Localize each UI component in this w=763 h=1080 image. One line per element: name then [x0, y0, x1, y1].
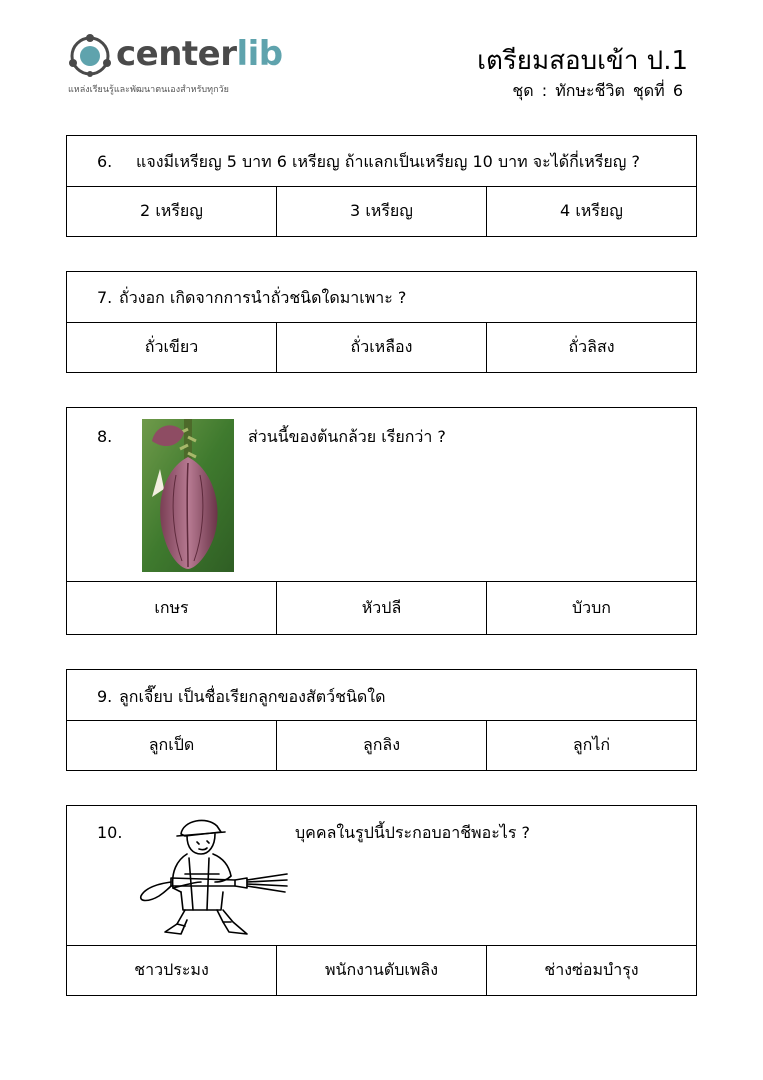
brand-tagline: แหล่งเรียนรู้และพัฒนาตนเองสำหรับทุกวัย: [68, 85, 229, 95]
answer-option[interactable]: 4 เหรียญ: [486, 187, 696, 236]
answer-option[interactable]: ถั่วเขียว: [144, 337, 199, 356]
question-6: [66, 135, 697, 237]
question-10: [66, 805, 697, 996]
answer-option[interactable]: ถั่วเหลือง: [276, 323, 486, 372]
answer-option[interactable]: ลูกลิง: [276, 721, 486, 770]
answer-option[interactable]: เกษร: [154, 597, 189, 617]
question-8: [66, 407, 697, 635]
answer-option[interactable]: 2 เหรียญ: [140, 201, 203, 220]
answer-option[interactable]: ลูกเป็ด: [148, 735, 195, 754]
answer-option[interactable]: หัวปลี: [276, 582, 486, 634]
answer-option[interactable]: ชาวประมง: [134, 960, 209, 979]
answer-option[interactable]: ถั่วลิสง: [486, 323, 696, 372]
question-9: [66, 669, 697, 771]
answer-option[interactable]: บัวบก: [486, 582, 696, 634]
answer-option[interactable]: 3 เหรียญ: [276, 187, 486, 236]
answer-option[interactable]: ช่างซ่อมบำรุง: [486, 946, 696, 995]
brand-name: centerlib: [116, 34, 283, 74]
question-number: 9.: [97, 687, 113, 706]
page-title: เตรียมสอบเข้า ป.1: [477, 46, 688, 76]
question-text: ส่วนนี้ของต้นกล้วย เรียกว่า ?: [248, 427, 446, 446]
centerlib-logo-icon: [66, 32, 114, 80]
firefighter-image: [137, 814, 289, 938]
question-text: บุคคลในรูปนี้ประกอบอาชีพอะไร ?: [295, 823, 531, 842]
question-7: [66, 271, 697, 373]
page-subtitle: ชุด : ทักษะชีวิต ชุดที่ 6: [512, 81, 683, 100]
banana-blossom-image: [142, 419, 234, 572]
question-text: แจงมีเหรียญ 5 บาท 6 เหรียญ ถ้าแลกเป็นเหรียญ 10 บาท จะได้กี่เหรียญ ?: [136, 152, 641, 171]
question-number: 10.: [97, 823, 123, 842]
question-text: ลูกเจี๊ยบ เป็นชื่อเรียกลูกของสัตว์ชนิดใด: [119, 687, 386, 706]
question-number: 7.: [97, 288, 113, 307]
question-number: 8.: [97, 427, 113, 446]
answer-option[interactable]: พนักงานดับเพลิง: [276, 946, 486, 995]
logo: [66, 32, 296, 98]
answer-option[interactable]: ลูกไก่: [486, 721, 696, 770]
question-text: ถั่วงอก เกิดจากการนำถั่วชนิดใดมาเพาะ ?: [119, 288, 407, 307]
question-number: 6.: [97, 152, 113, 171]
